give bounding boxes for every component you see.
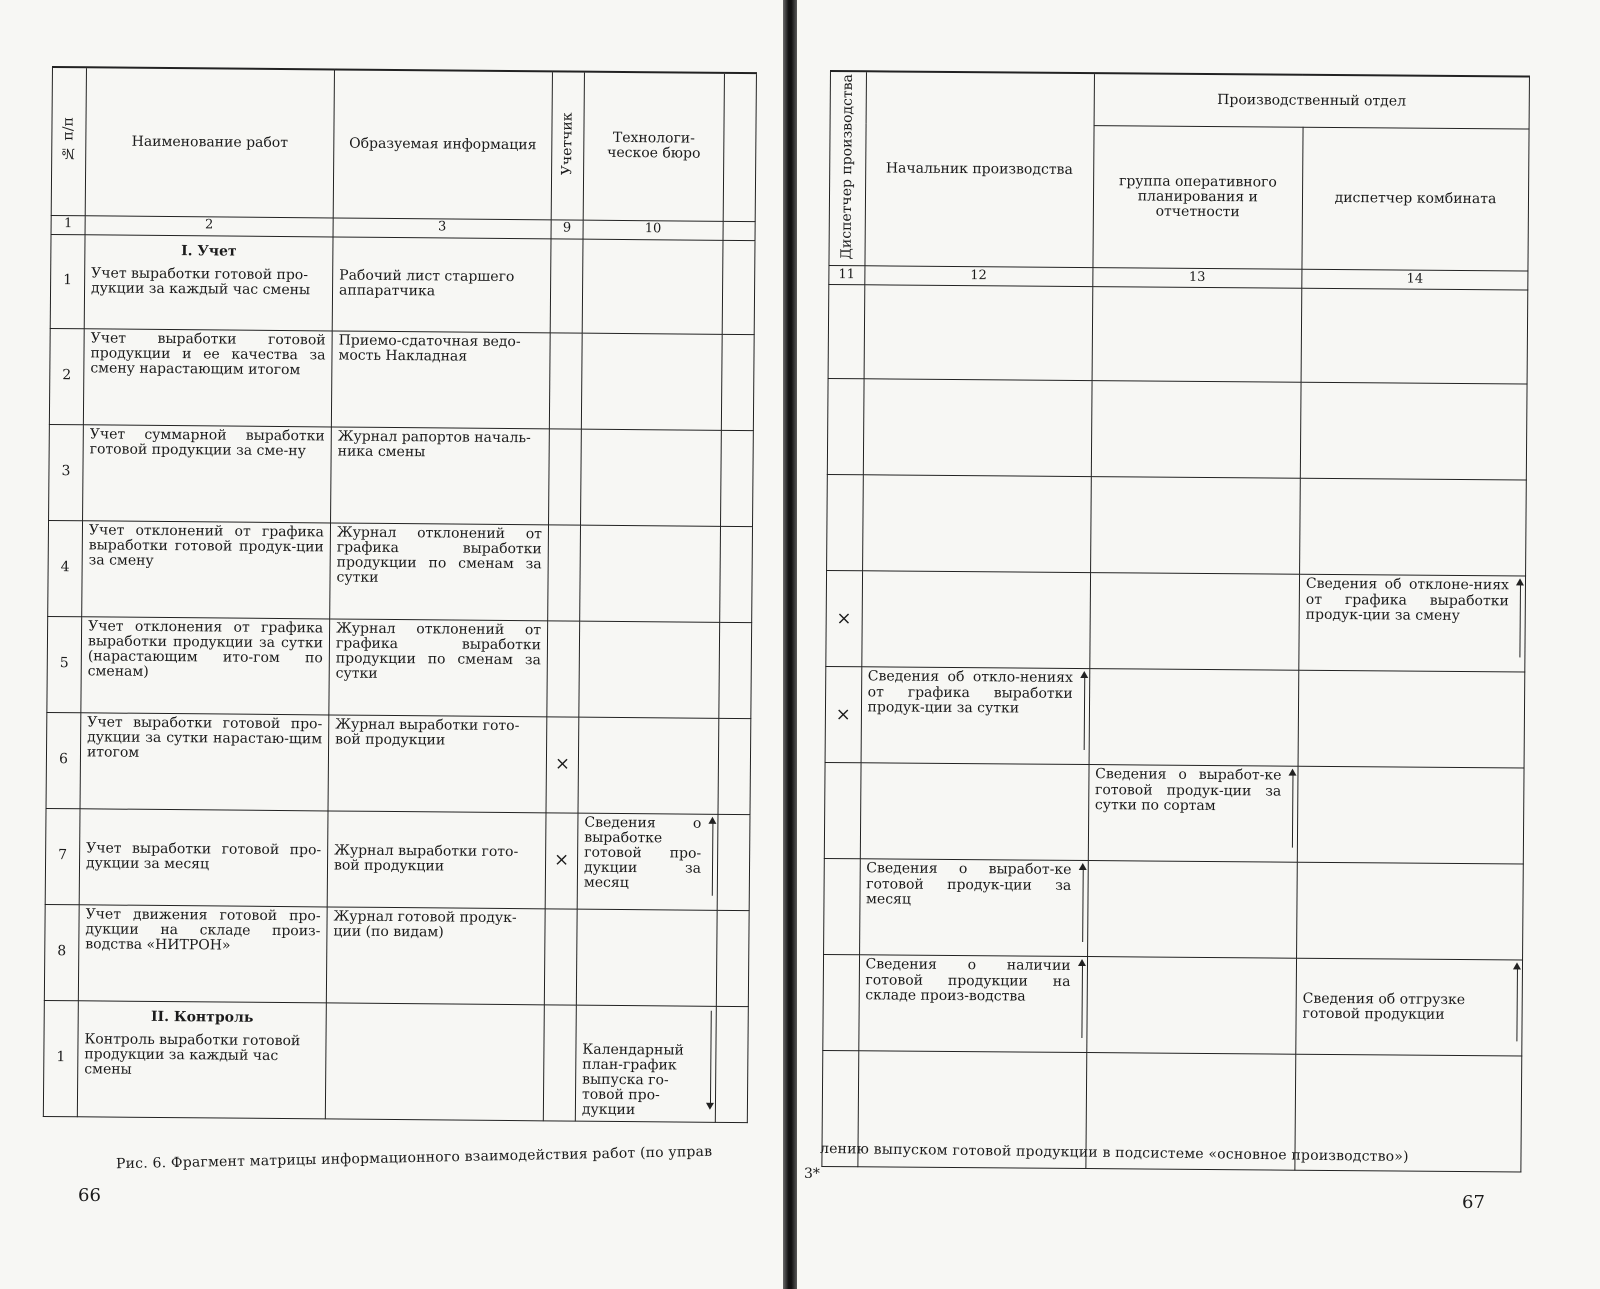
group-cell [1088,765,1298,863]
header-num: № п/п [51,67,86,215]
dispatcher-cell [827,379,863,475]
table-row [827,379,1527,480]
combine-cell [1298,671,1525,769]
info-cell: Журнал выработки гото-вой продукции [327,810,546,908]
col-number: 12 [864,266,1092,287]
group-cell [1092,287,1302,383]
blank-cell [721,430,754,526]
row-number: 2 [49,328,84,424]
row-number: 4 [48,520,83,616]
header-info: Образуемая информация [333,69,552,219]
group-cell [1091,381,1301,479]
group-cell [1089,573,1299,671]
arrow-up-icon [712,818,714,895]
head-info: Сведения об откло-нениях от графика выработки продук-ции за сутки [867,668,1073,717]
head-info: Сведения о наличии готовой продукции на складе произ-водства [865,956,1071,1005]
blank-cell [721,334,754,430]
work-cell: Учет выработки готовой про-дукции за месяц [79,808,328,906]
dispatcher-cell [824,763,860,859]
header-accountant: Учетчик [551,71,584,219]
info-cell [325,1002,544,1120]
work-text: Учет выработки готовой про-дукции за каждый час смены [90,264,311,298]
table-row [824,859,1524,960]
head-cell [861,571,1090,669]
work-cell: Учет выработки готовой продукции и ее качества за смену нарастающим итогом [83,328,332,426]
work-cell: Учет отклонения от графика выработки продукции за сутки (нарастающим ито-гом по сменам) [81,616,330,714]
accountant-cell [543,1004,576,1120]
planning-group-info: Сведения о выработ-ке готовой продук-ции за сутки по сортам [1094,766,1282,814]
tech-cell [578,717,719,814]
info-cell: Журнал отклонений от графика выработки продукции по сменам за сутки [330,522,549,620]
accountant-cell [548,524,581,620]
header-head-of-production: Начальник производства [865,71,1095,268]
work-cell [84,234,333,330]
info-cell: Журнал выработки гото-вой продукции [328,714,547,812]
col-number: 14 [1302,270,1528,291]
table-row [43,1000,748,1122]
col-number: 2 [85,215,333,236]
figure-caption-left: Рис. 6. Фрагмент матрицы информационного взаимодействия работ (по управ [115,1143,713,1173]
header-combine-dispatcher: диспетчер комбината [1302,127,1529,272]
col-number: 1 [51,215,85,234]
arrow-up-icon [1082,865,1084,942]
page-number-left: 66 [78,1185,101,1206]
blank-cell [717,814,750,910]
table-row [45,808,750,910]
tech-cell [577,813,718,910]
tech-bureau-info: Календарный план-график выпуска го-товой про-дукции [581,1041,684,1119]
accountant-cell [549,428,582,524]
table-row [824,763,1524,864]
head-cell [861,667,1090,765]
blank-cell [716,910,749,1006]
tech-cell [575,1005,716,1122]
accountant-cell [544,908,577,1004]
group-cell [1090,477,1300,575]
tech-cell [581,333,722,430]
col-number: 13 [1092,268,1301,289]
combine-cell [1299,575,1526,673]
arrow-down-icon [710,1010,712,1107]
tech-cell [576,909,717,1006]
right-page [800,0,1600,1289]
combine-cell [1296,959,1523,1057]
row-number: 5 [47,616,82,712]
accountant-mark: × [545,812,578,908]
blank-cell [715,1006,748,1122]
dispatcher-cell [823,955,859,1051]
table-row [828,285,1528,384]
head-info: Сведения о выработ-ке готовой продук-ции за месяц [865,860,1072,908]
arrow-up-icon [1516,965,1518,1042]
signature-mark: 3* [804,1166,820,1182]
head-cell [863,379,1092,477]
table-row [823,955,1523,1056]
group-cell [1086,957,1296,1055]
blank-cell [722,240,755,334]
table-row [50,234,755,334]
dispatcher-cell [827,475,863,571]
head-cell [862,475,1091,573]
header-work: Наименование работ [85,67,334,217]
section-title: II. Контроль [150,1008,254,1026]
tech-cell [582,239,723,334]
col-number: 9 [551,219,583,238]
figure-caption-right: лению выпуском готовой продукции в подсистеме «основное производство») [819,1140,1409,1166]
tech-cell [581,429,722,526]
group-cell [1089,669,1299,767]
combine-dispatcher-info: Сведения об отклоне-ниях от графика выработки продук-ции за смену [1305,576,1510,624]
tech-bureau-info: Сведения о выработке готовой про-дукции за месяц [583,814,702,892]
head-cell [860,763,1089,861]
arrow-up-icon [1292,771,1294,848]
dispatcher-mark: × [826,571,862,667]
combine-cell [1301,289,1528,385]
combine-cell [1300,479,1527,577]
work-cell: Учет суммарной выработки готовой продукции за сме-ну [83,424,332,522]
left-page [0,0,782,1289]
combine-dispatcher-info: Сведения об отгрузке готовой продукции [1302,990,1466,1023]
accountant-cell [547,620,580,716]
info-cell: Журнал отклонений от графика выработки продукции по сменам за сутки [329,618,548,716]
head-cell [859,859,1088,957]
work-cell: Учет выработки готовой про-дукции за сутки нарастаю-щим итогом [80,712,329,810]
accountant-cell [549,332,582,428]
arrow-up-icon [1081,961,1083,1038]
table-row [825,667,1525,768]
dispatcher-cell [824,859,860,955]
dispatcher-mark: × [825,667,861,763]
work-cell [77,1000,326,1118]
table-row [827,475,1527,576]
work-cell: Учет движения готовой про-дукции на складе произ-водства «НИТРОН» [78,904,327,1002]
info-cell: Рабочий лист старшего аппаратчика [332,236,551,332]
blank-cell [718,718,751,814]
table-row [826,571,1526,672]
combine-cell [1300,383,1527,481]
header-production-department: Производственный отдел [1094,73,1530,129]
table-row [44,904,749,1006]
header-planning-group: группа оперативного планирования и отчетности [1093,125,1303,269]
arrow-up-icon [1083,673,1085,750]
group-cell [1087,861,1297,959]
row-number: 6 [46,712,81,808]
blank-cell [719,622,752,718]
combine-cell [1297,767,1524,865]
work-text: Контроль выработки готовой продукции за каждый час смены [84,1030,301,1078]
accountant-mark: × [546,716,579,812]
header-blank [723,73,756,221]
table-row [48,520,753,622]
book-spine [783,0,797,1289]
table-row [47,616,752,718]
dispatcher-cell [828,285,864,379]
header-tech-bureau: Технологи-ческое бюро [583,72,724,221]
table-row [46,712,751,814]
matrix-left-table [43,66,757,1123]
row-number: 1 [43,1000,78,1116]
col-number: 11 [829,266,865,285]
row-number: 3 [49,424,84,520]
info-cell: Журнал рапортов началь-ника смены [331,426,550,524]
blank-cell [720,526,753,622]
head-cell [858,955,1087,1053]
arrow-up-icon [1519,581,1521,658]
accountant-cell [550,238,583,332]
section-title: I. Учет [181,242,237,260]
work-cell: Учет отклонений от графика выработки готовой продук-ции за смену [82,520,331,618]
head-cell [864,285,1093,381]
table-row [49,424,754,526]
tech-cell [579,621,720,718]
header-dispatcher: Диспетчер производства [829,71,866,266]
col-number [723,221,755,240]
row-number: 1 [50,234,85,328]
col-number: 3 [333,217,551,238]
table-row [49,328,754,430]
tech-cell [580,525,721,622]
row-number: 7 [45,808,80,904]
combine-cell [1296,863,1523,961]
info-cell: Журнал готовой продук-ции (по видам) [326,906,545,1004]
col-number: 10 [583,220,723,240]
page-number-right: 67 [1462,1192,1485,1213]
info-cell: Приемо-сдаточная ведо-мость Накладная [331,330,550,428]
matrix-right-table [821,70,1530,1173]
row-number: 8 [44,904,79,1000]
